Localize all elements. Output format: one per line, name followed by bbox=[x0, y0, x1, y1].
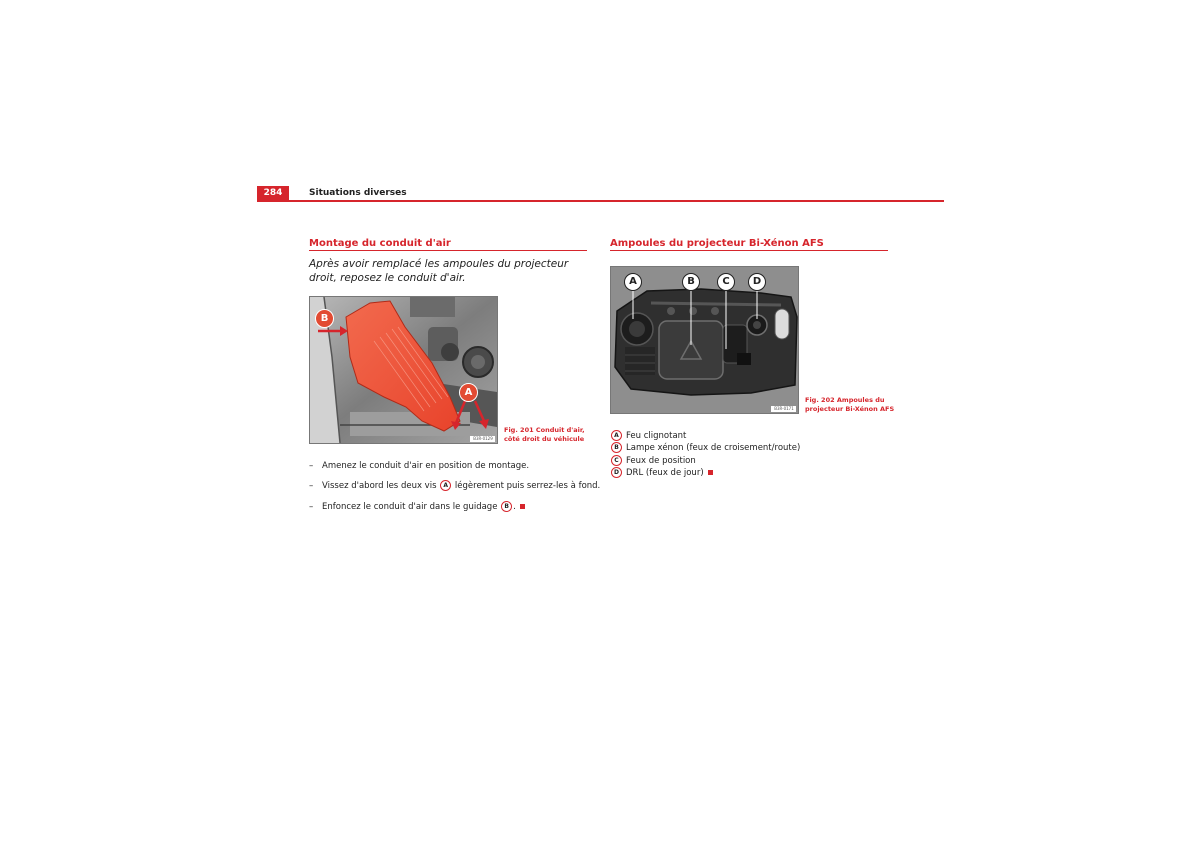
end-of-section-mark bbox=[520, 504, 525, 509]
legend-item-d bbox=[611, 467, 881, 480]
figure-202-caption-line2: projecteur Bi-Xénon AFS bbox=[805, 404, 895, 413]
marker-a: A bbox=[440, 480, 451, 491]
figure-201 bbox=[309, 296, 498, 444]
figure-202-code: B3R-0171 bbox=[774, 406, 794, 411]
legend-marker-d: D bbox=[611, 467, 622, 478]
air-duct-illustration bbox=[310, 297, 497, 443]
legend-item-b bbox=[611, 442, 881, 455]
legend-text-a: Feu clignotant bbox=[626, 431, 687, 441]
figure-201-label-b: B bbox=[315, 309, 334, 328]
step-1-dash: – bbox=[309, 461, 314, 471]
figure-202-label-a: A bbox=[624, 273, 642, 291]
step-2-text: Vissez d'abord les deux vis bbox=[322, 481, 437, 491]
legend-marker-b: B bbox=[611, 442, 622, 453]
end-of-section-mark-right bbox=[708, 470, 713, 475]
figure-201-caption-line2: côté droit du véhicule bbox=[504, 434, 585, 443]
step-3-text-end: . bbox=[513, 502, 516, 512]
figure-202-label-b: B bbox=[682, 273, 700, 291]
figure-202-label-d: D bbox=[748, 273, 766, 291]
figure-201-label-a: A bbox=[459, 383, 478, 402]
legend-item-c bbox=[611, 455, 881, 468]
figure-202-caption bbox=[805, 396, 894, 413]
figure-202-label-c: C bbox=[717, 273, 735, 291]
step-3-text: Enfoncez le conduit d'air dans le guidage bbox=[322, 502, 498, 512]
step-1-text: Amenez le conduit d'air en position de montage. bbox=[322, 461, 530, 471]
step-3-dash: – bbox=[309, 502, 314, 512]
step-2-text-end: légèrement puis serrez-les à fond. bbox=[454, 481, 601, 491]
marker-b: B bbox=[501, 501, 512, 512]
legend-marker-c: C bbox=[611, 455, 622, 466]
legend-text-c: Feux de position bbox=[626, 456, 696, 466]
legend-text-b: Lampe xénon (feux de croisement/route) bbox=[626, 443, 801, 453]
header-rule bbox=[257, 200, 944, 202]
legend-item-a bbox=[611, 430, 881, 443]
figure-201-caption bbox=[504, 426, 585, 443]
page-number: 284 bbox=[257, 186, 289, 201]
figure-201-caption-line1: Fig. 201 Conduit d'air, bbox=[504, 426, 585, 434]
headlight-illustration bbox=[611, 267, 798, 413]
step-2-dash: – bbox=[309, 481, 314, 491]
step-3 bbox=[309, 501, 599, 513]
header-section-title: Situations diverses bbox=[309, 188, 407, 198]
right-section-rule bbox=[610, 250, 888, 251]
left-section-title: Montage du conduit d'air bbox=[309, 238, 451, 249]
step-2 bbox=[309, 480, 599, 492]
intro-text: Après avoir remplacé les ampoules du projecteur droit, reposez le conduit d'air. bbox=[309, 258, 569, 284]
figure-202-caption-line1: Fig. 202 Ampoules du bbox=[805, 396, 885, 404]
left-section-rule bbox=[309, 250, 587, 251]
step-1 bbox=[309, 460, 599, 472]
figure-202 bbox=[610, 266, 799, 414]
right-section-title: Ampoules du projecteur Bi-Xénon AFS bbox=[610, 238, 824, 249]
legend-text-d: DRL (feux de jour) bbox=[626, 468, 704, 478]
figure-201-code: B3R-0129 bbox=[473, 436, 493, 441]
legend-marker-a: A bbox=[611, 430, 622, 441]
